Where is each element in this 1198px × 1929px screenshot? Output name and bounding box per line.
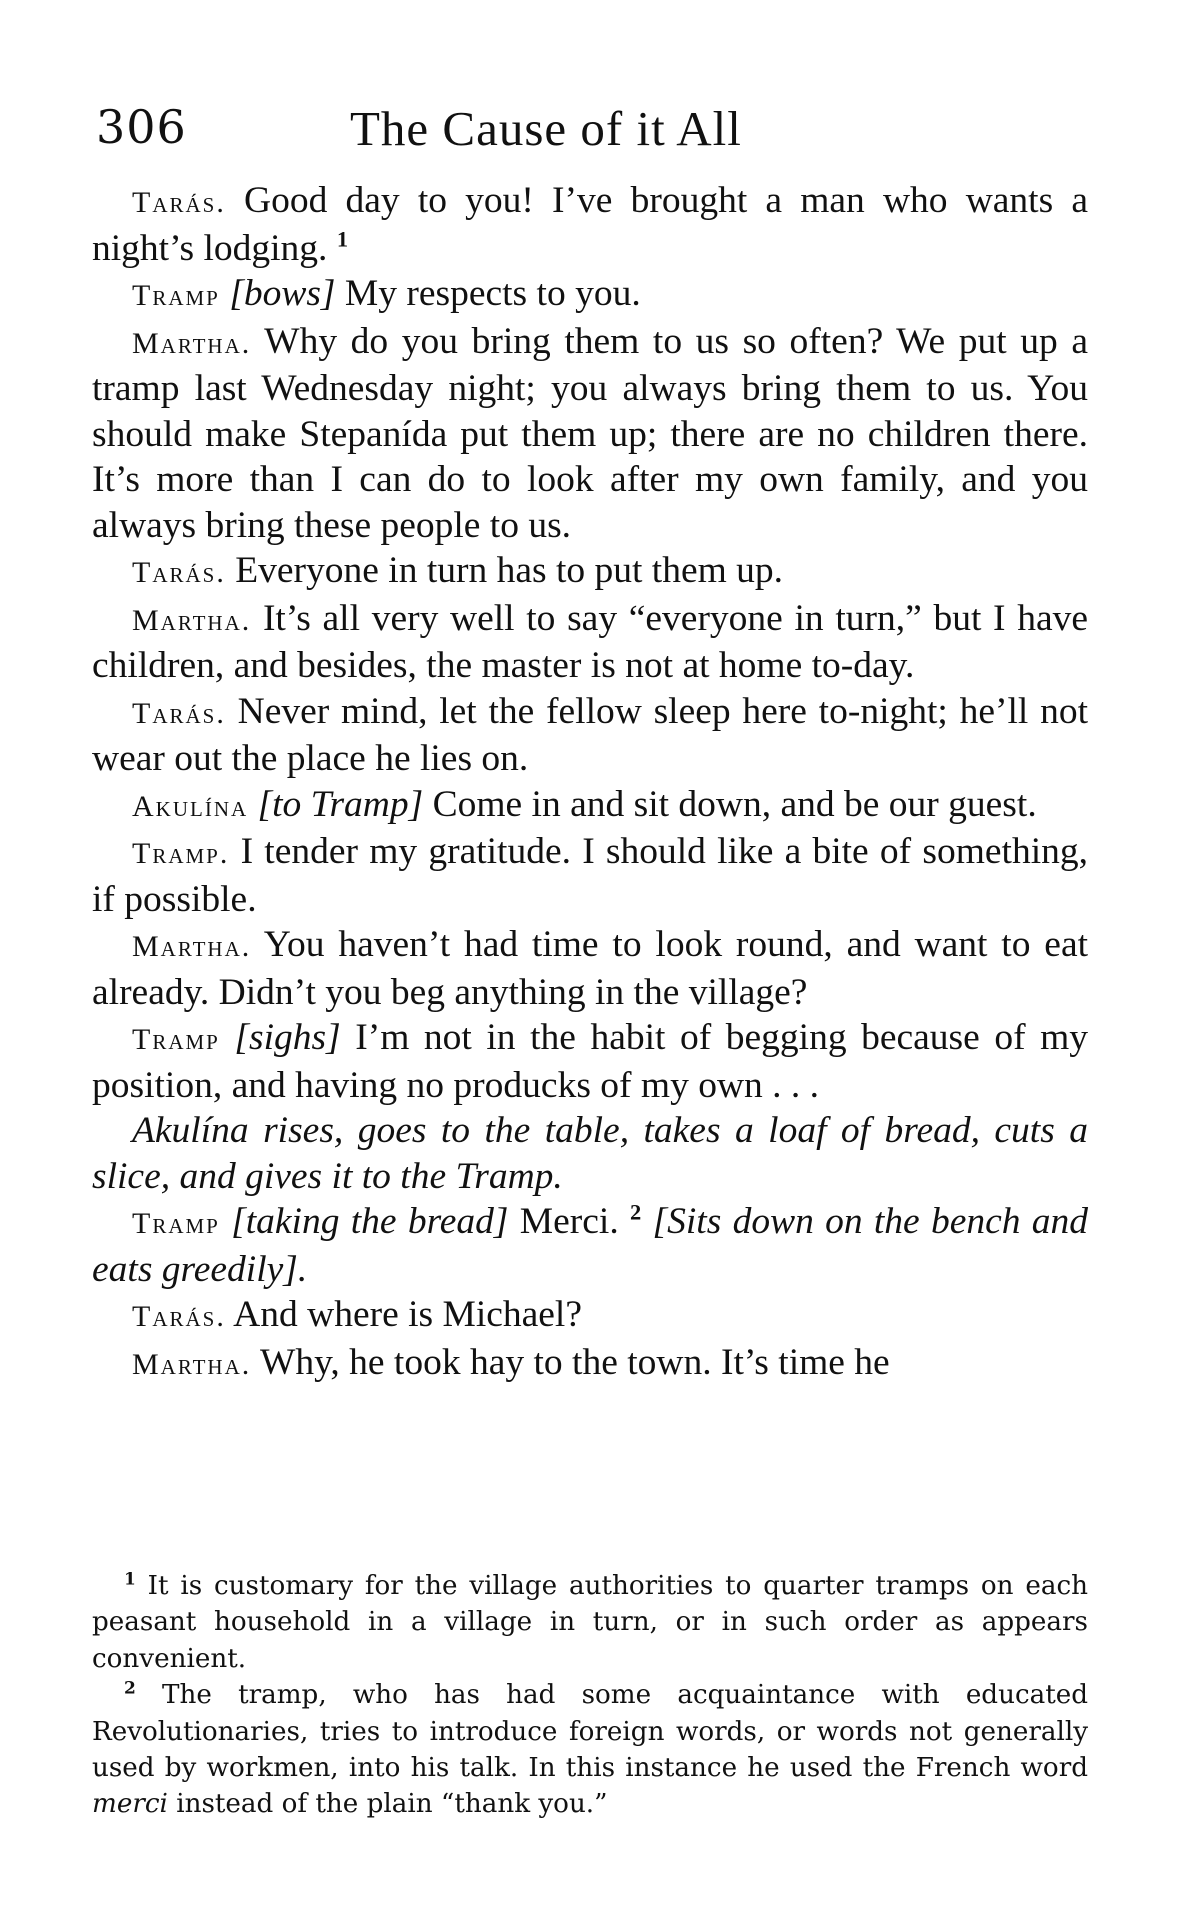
stage-direction: [Sits down on the bench and eats greedily]. — [92, 1201, 1089, 1290]
spoken-text: My respects to you. — [344, 273, 641, 314]
speaker-name: Tarás. — [132, 1300, 226, 1333]
stage-direction: [bows] — [229, 273, 336, 314]
dialogue-paragraph — [92, 319, 1088, 549]
speaker-name: Tramp — [132, 1207, 220, 1240]
speaker-name: Martha. — [132, 603, 252, 637]
spoken-text: I tender my gratitude. I should like a bite of something, if possible. — [92, 831, 1088, 920]
dialogue-paragraph — [92, 1015, 1088, 1108]
spoken-text: Why, he took hay to the town. It’s time he — [259, 1341, 890, 1383]
spoken-text: Merci. — [519, 1201, 619, 1242]
spoken-text: Why do you bring them to us so often? We put up a tramp last Wednesday night; you always bring them to us. You should make Stepanída put them up; there are no children there. It’s more than I can do to look after my own family, and you always bring these people to us. — [92, 320, 1088, 546]
footnote-text: The tramp, who has had some acquaintance with educated Revolutionaries, tries to introduce foreign words, or words not generally used by workmen, into his talk. In this instance he used the French word — [92, 1680, 1089, 1784]
speaker-name: Tarás. — [132, 696, 226, 730]
dialogue-paragraph — [92, 548, 1088, 596]
dialogue-paragraph — [92, 1199, 1088, 1292]
stage-direction: [taking the bread] — [231, 1201, 509, 1242]
speaker-name: Martha. — [132, 1347, 252, 1381]
running-title: The Cause of it All — [350, 101, 742, 156]
dialogue-body — [92, 178, 1088, 1387]
speaker-name: Tarás. — [132, 556, 226, 589]
footnote-1 — [92, 1568, 1088, 1677]
spoken-text: You haven’t had time to look round, and want to eat already. Didn’t you beg anything in the village? — [92, 924, 1089, 1013]
spoken-text: It’s all very well to say “everyone in turn,” but I have children, and besides, the master is not at home to-day. — [92, 597, 1089, 686]
speaker-name: Tramp — [132, 1023, 220, 1056]
spoken-text: And where is Michael? — [233, 1294, 582, 1335]
dialogue-paragraph — [92, 1292, 1088, 1340]
footnote-2 — [92, 1677, 1088, 1823]
dialogue-paragraph — [92, 271, 1088, 319]
page-header — [92, 100, 1088, 170]
dialogue-paragraph — [92, 829, 1088, 922]
speaker-name: Martha. — [132, 326, 252, 360]
footnotes — [92, 1568, 1088, 1823]
footnote-ref: 1 — [336, 226, 349, 251]
stage-direction: [sighs] — [234, 1017, 341, 1058]
speaker-name: Martha. — [132, 930, 252, 963]
footnote-ref: 2 — [630, 1199, 642, 1225]
footnote-mark: 2 — [124, 1678, 136, 1699]
spoken-text: Good day to you! I’ve brought a man who wants a night’s lodging. — [92, 180, 1088, 269]
footnote-mark: 1 — [124, 1569, 136, 1590]
page-number: 306 — [96, 100, 187, 154]
footnote-text: It is customary for the village authorities to quarter tramps on each peasant household in a village in turn, or in such order as appears convenient. — [92, 1571, 1088, 1674]
speaker-name: Tramp. — [132, 837, 230, 870]
dialogue-paragraph — [92, 178, 1088, 271]
spoken-text: Come in and sit down, and be our guest. — [432, 783, 1037, 825]
dialogue-block-2 — [92, 1199, 1088, 1387]
speaker-name: Tramp — [132, 279, 220, 312]
speaker-name: Tarás. — [132, 186, 226, 219]
dialogue-paragraph — [92, 689, 1088, 782]
footnote-text-end: instead of the plain “thank you.” — [176, 1789, 608, 1820]
dialogue-paragraph — [92, 922, 1088, 1015]
dialogue-block-1 — [92, 178, 1088, 1108]
speaker-name: Akulína — [132, 789, 249, 823]
dialogue-paragraph — [92, 782, 1088, 830]
dialogue-paragraph — [92, 1340, 1088, 1388]
spoken-text: Everyone in turn has to put them up. — [235, 550, 784, 591]
stage-direction: [to Tramp] — [257, 783, 424, 825]
book-page — [92, 100, 1088, 1387]
spoken-text: I’m not in the habit of begging because of my position, and having no producks of my own . . . — [92, 1017, 1089, 1106]
dialogue-paragraph — [92, 596, 1088, 689]
stage-direction-line: Akulína rises, goes to the table, takes a loaf of bread, cuts a slice, and gives it to the Tramp. — [92, 1110, 1088, 1197]
footnote-italic-word: merci — [92, 1789, 168, 1820]
spoken-text: Never mind, let the fellow sleep here to-night; he’ll not wear out the place he lies on. — [92, 690, 1089, 779]
